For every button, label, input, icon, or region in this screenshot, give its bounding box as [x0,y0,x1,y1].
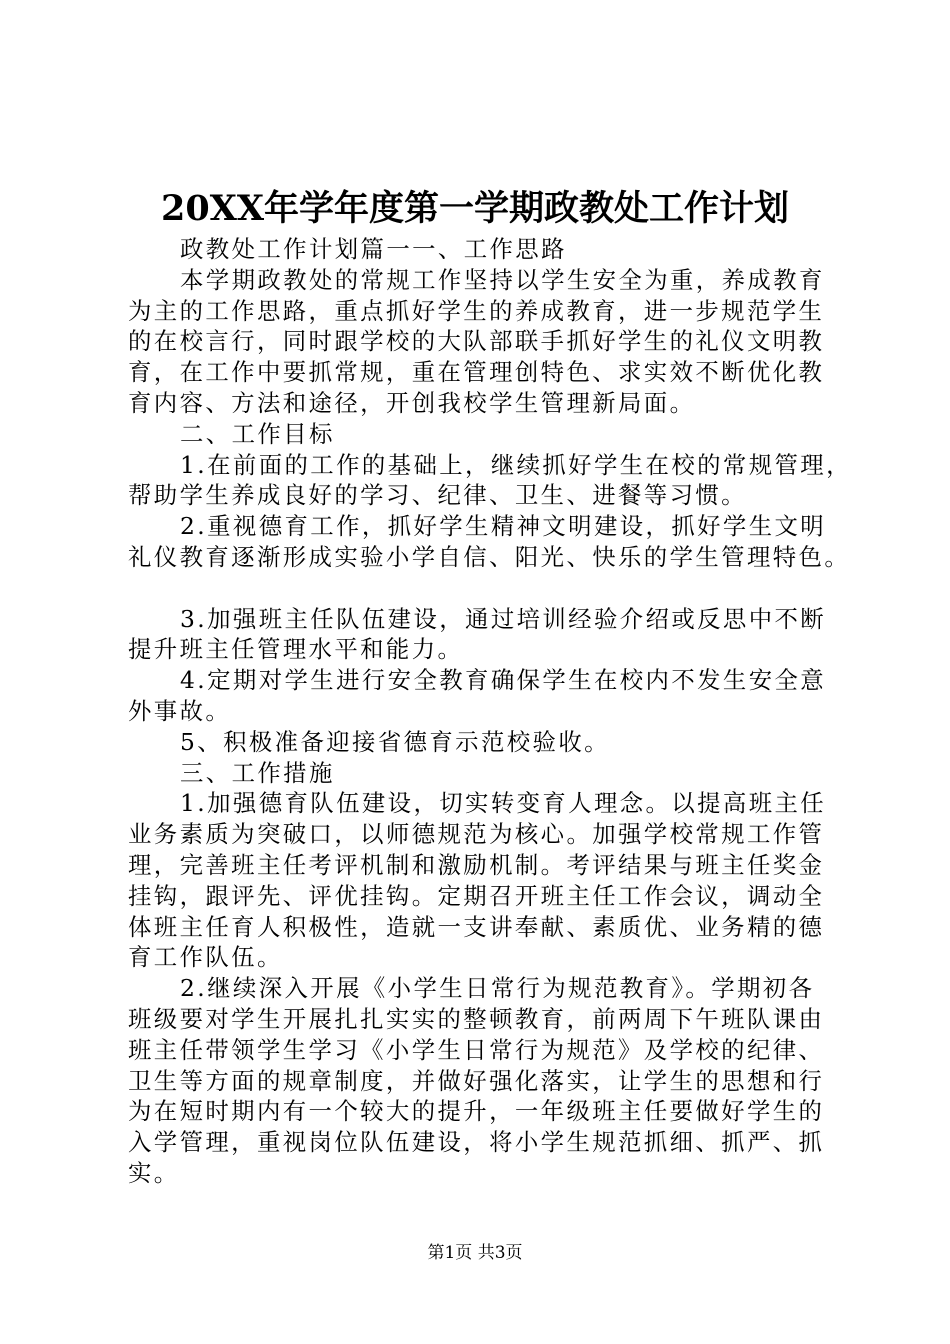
text-line: 育内容、方法和途径，开创我校学生管理新局面。 [128,388,696,417]
text-line: 4.定期对学生进行安全教育确保学生在校内不发生安全意 [180,666,827,695]
paragraph-work-idea [128,265,858,419]
text-line: 二、工作目标 [180,419,335,448]
page-footer: 第1页 共3页 [427,1243,523,1263]
text-line: 实。 [128,1158,180,1187]
text-line: 2.重视德育工作，抓好学生精神文明建设，抓好学生文明 [180,512,827,541]
text-line: 理，完善班主任考评机制和激励机制。考评结果与班主任奖金 [128,850,825,879]
text-line: 帮助学生养成良好的学习、纪律、卫生、进餐等习惯。 [128,481,747,510]
document-title: 20XX年学年度第一学期政教处工作计划 [160,188,790,229]
text-line: 政教处工作计划篇一一、工作思路 [180,235,567,263]
paragraph-goal-5 [128,727,858,758]
blank-line [128,573,858,604]
paragraph-goal-4 [128,665,858,727]
text-line: 班级要对学生开展扎扎实实的整顿教育，前两周下午班队课由 [128,1004,825,1033]
text-line: 5、积极准备迎接省德育示范校验收。 [180,727,610,756]
text-line: 为在短时期内有一个较大的提升，一年级班主任要做好学生的 [128,1097,825,1126]
text-line: 外事故。 [128,696,232,725]
text-line: 育，在工作中要抓常规，重在管理创特色、求实效不断优化教 [128,358,825,387]
text-line: 提升班主任管理水平和能力。 [128,635,464,664]
paragraph-goal-2 [128,511,858,573]
document-body [128,234,858,1189]
paragraph-goal-1 [128,450,858,512]
text-line: 体班主任育人积极性，造就一支讲奉献、素质优、业务精的德 [128,912,825,941]
text-line: 入学管理，重视岗位队伍建设，将小学生规范抓细、抓严、抓 [128,1128,825,1157]
text-line: 业务素质为突破口，以师德规范为核心。加强学校常规工作管 [128,820,825,849]
text-line: 挂钩，跟评先、评优挂钩。定期召开班主任工作会议，调动全 [128,881,825,910]
text-line: 1.在前面的工作的基础上，继续抓好学生在校的常规管理， [180,450,852,479]
text-line: 本学期政教处的常规工作坚持以学生安全为重，养成教育 [180,265,825,294]
text-line: 班主任带领学生学习《小学生日常行为规范》及学校的纪律、 [128,1035,825,1064]
text-line: 3.加强班主任队伍建设，通过培训经验介绍或反思中不断 [180,604,827,633]
text-line: 的在校言行，同时跟学校的大队部联手抓好学生的礼仪文明教 [128,327,825,356]
text-line: 2.继续深入开展《小学生日常行为规范教育》。学期初各 [180,974,815,1003]
text-line: 育工作队伍。 [128,943,283,972]
paragraph-measure-1 [128,788,858,973]
paragraph-measure-2 [128,973,858,1189]
text-line: 为主的工作思路，重点抓好学生的养成教育，进一步规范学生 [128,296,825,325]
text-line: 1.加强德育队伍建设，切实转变育人理念。以提高班主任 [180,789,827,818]
text-line: 卫生等方面的规章制度，并做好强化落实，让学生的思想和行 [128,1066,825,1095]
paragraph-intro [128,234,858,265]
text-line: 礼仪教育逐渐形成实验小学自信、阳光、快乐的学生管理特色。 [128,542,851,571]
paragraph-goal-3 [128,604,858,666]
section-heading-goals [128,419,858,450]
section-heading-measures [128,758,858,789]
text-line: 三、工作措施 [180,758,335,787]
